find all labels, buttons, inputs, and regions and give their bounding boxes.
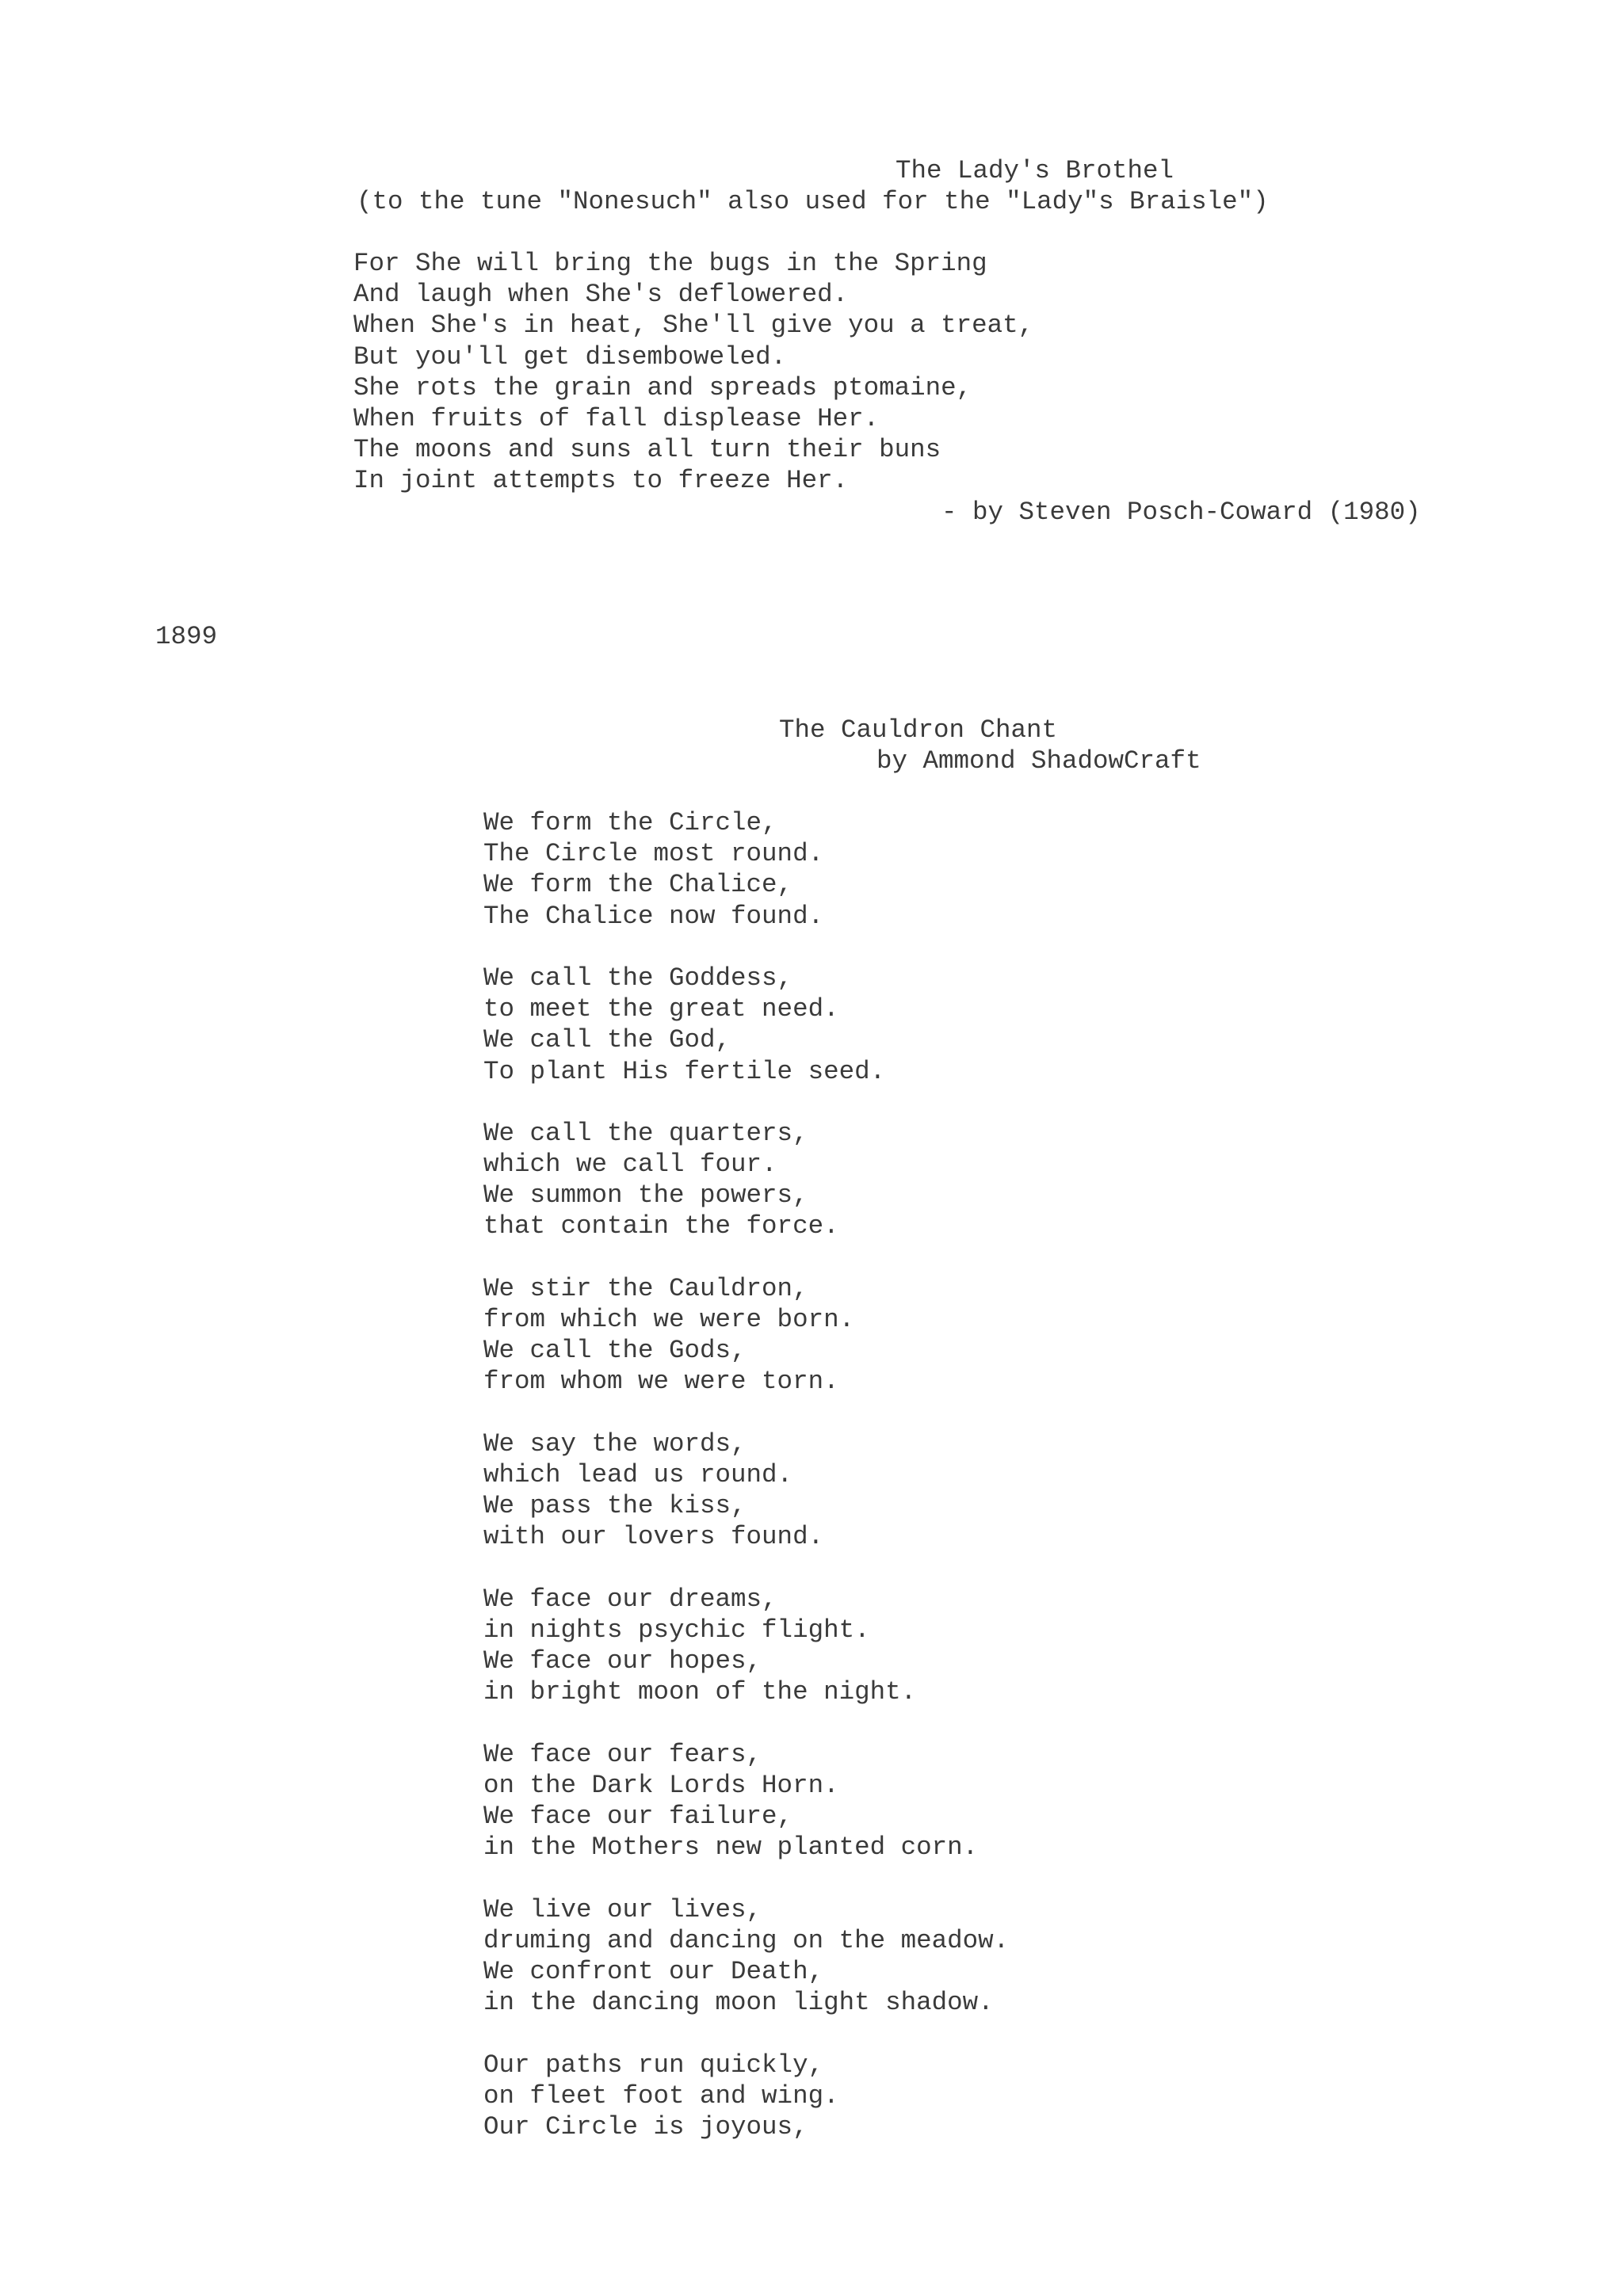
poem-line: We form the Circle, — [483, 808, 777, 837]
stanza — [483, 1118, 1009, 1242]
poem-line: in the Mothers new planted corn. — [483, 1833, 979, 1863]
poem-line: in the dancing moon light shadow. — [483, 1988, 994, 2018]
poem-author: by Ammond ShadowCraft — [876, 746, 1201, 776]
poem-line: We face our dreams, — [483, 1584, 777, 1614]
poem-line: We say the words, — [483, 1428, 747, 1459]
poem-line: When She's in heat, She'll give you a treat, — [353, 311, 1034, 341]
poem-line: from whom we were torn. — [483, 1367, 839, 1397]
poem-line: druming and dancing on the meadow. — [483, 1925, 1010, 1955]
poem-line: For She will bring the bugs in the Spring — [353, 249, 987, 278]
poem-line: to meet the great need. — [483, 994, 839, 1024]
poem-attribution: - by Steven Posch-Coward (1980) — [941, 498, 1421, 527]
poem-line: We face our hopes, — [483, 1646, 762, 1676]
stanza — [483, 1273, 1009, 1398]
poem-line: which lead us round. — [483, 1459, 793, 1489]
poem-line: To plant His fertile seed. — [483, 1056, 886, 1086]
poem-line: in bright moon of the night. — [483, 1677, 917, 1707]
poem-line: The Chalice now found. — [483, 901, 824, 931]
stanza — [483, 1584, 1009, 1708]
stanza — [483, 2050, 1009, 2143]
poem-line: The moons and suns all turn their buns — [353, 435, 941, 465]
poem-line: She rots the grain and spreads ptomaine, — [353, 372, 972, 402]
poem-line: We face our failure, — [483, 1802, 793, 1831]
poem-line: And laugh when She's deflowered. — [353, 280, 849, 310]
poem-line: that contain the force. — [483, 1211, 839, 1241]
poem-line: We call the God, — [483, 1025, 731, 1055]
poem-line: on the Dark Lords Horn. — [483, 1770, 839, 1800]
poem-title: The Cauldron Chant — [779, 715, 1058, 745]
poem-line: We live our lives, — [483, 1894, 762, 1924]
poem-line: We confront our Death, — [483, 1956, 824, 1986]
poem-line: in nights psychic flight. — [483, 1615, 870, 1645]
stanza — [483, 1739, 1009, 1863]
poem-body — [353, 248, 1033, 497]
poem-line: We stir the Cauldron, — [483, 1273, 808, 1303]
poem-line: We face our fears, — [483, 1739, 762, 1769]
stanza — [483, 1894, 1009, 2019]
poem-line: The Circle most round. — [483, 839, 824, 869]
poem-line: which we call four. — [483, 1150, 777, 1180]
poem-line: We summon the powers, — [483, 1180, 808, 1211]
poem-line: Our Circle is joyous, — [483, 2111, 808, 2142]
poem-line: with our lovers found. — [483, 1522, 824, 1552]
poem-line: We pass the kiss, — [483, 1491, 747, 1521]
poem-line: Our paths run quickly, — [483, 2050, 824, 2080]
poem-line: In joint attempts to freeze Her. — [353, 466, 849, 496]
poem-body — [483, 807, 1009, 2173]
poem-line: We call the quarters, — [483, 1118, 808, 1148]
poem-line: on fleet foot and wing. — [483, 2081, 839, 2111]
stanza — [483, 807, 1009, 932]
poem-line: We call the Gods, — [483, 1336, 747, 1366]
stanza — [483, 963, 1009, 1087]
poem-line: When fruits of fall displease Her. — [353, 403, 880, 433]
poem-line: from which we were born. — [483, 1305, 855, 1334]
poem-title: The Lady's Brothel — [896, 156, 1174, 185]
poem-subtitle: (to the tune "Nonesuch" also used for the "Lady"s Braisle") — [357, 187, 1269, 216]
stanza — [483, 1428, 1009, 1553]
poem-line: But you'll get disemboweled. — [353, 341, 787, 372]
page-number: 1899 — [155, 622, 218, 651]
poem-line: We call the Goddess, — [483, 963, 793, 993]
poem-line: We form the Chalice, — [483, 870, 793, 900]
